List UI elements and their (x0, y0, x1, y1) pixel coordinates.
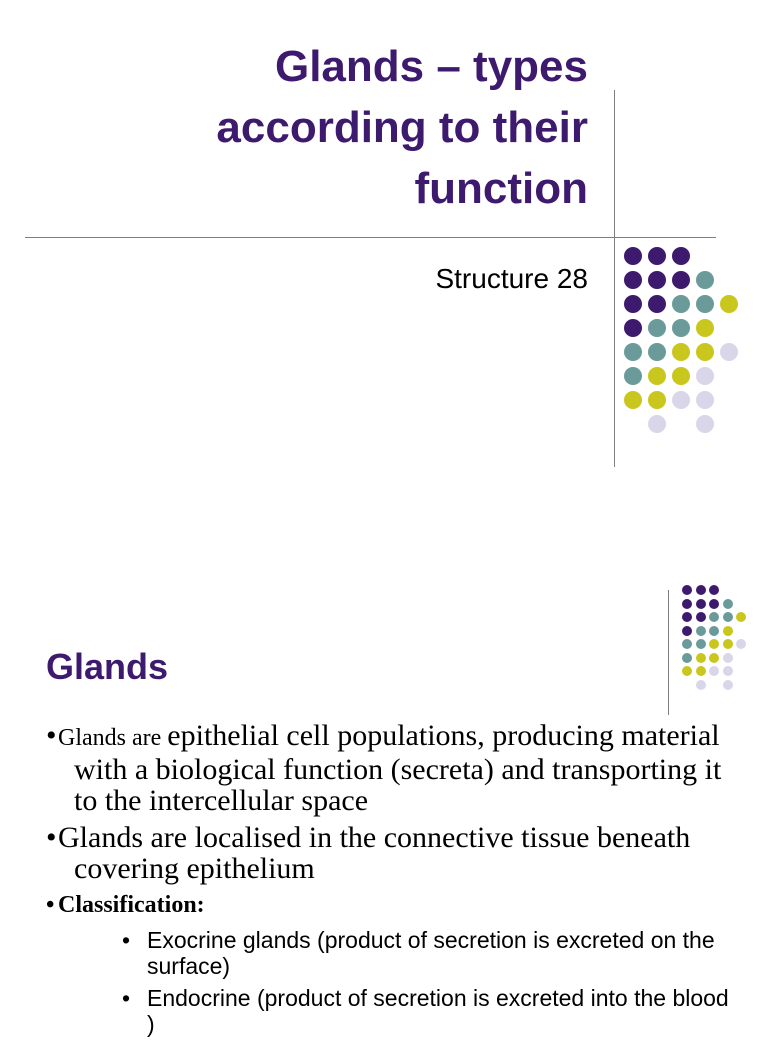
dot-purple (682, 585, 692, 595)
dot-lavender (723, 653, 733, 663)
dot-yellow (682, 666, 692, 676)
dot-purple (624, 319, 642, 337)
bullet-text: epithelial cell populations, producing material with a biological function (secreta) and transporting it to the intercellular space (74, 719, 722, 817)
dot-purple (696, 599, 706, 609)
dot-purple (648, 247, 666, 265)
dot-yellow (696, 653, 706, 663)
slide-title (68, 36, 588, 219)
dot-teal (696, 295, 714, 313)
dot-purple (696, 585, 706, 595)
dot-purple (682, 612, 692, 622)
dot-purple (709, 585, 719, 595)
dot-teal (672, 319, 690, 337)
dot-teal (624, 367, 642, 385)
dot-yellow (648, 391, 666, 409)
dot-yellow (696, 319, 714, 337)
dot-purple (624, 271, 642, 289)
dot-teal (682, 653, 692, 663)
dot-purple (672, 271, 690, 289)
dot-yellow (723, 639, 733, 649)
dot-teal (682, 639, 692, 649)
dot-purple (648, 271, 666, 289)
bullet-marker: • (46, 719, 57, 752)
dot-lavender (648, 415, 666, 433)
decorative-dot-grid-small (682, 585, 752, 700)
dot-purple (624, 247, 642, 265)
horizontal-divider (25, 237, 716, 238)
dot-yellow (624, 391, 642, 409)
dot-lavender (720, 343, 738, 361)
dot-yellow (709, 639, 719, 649)
classification-label: Classification: (58, 892, 205, 918)
bullet-marker: • (46, 892, 55, 918)
dot-purple (624, 295, 642, 313)
dot-yellow (736, 612, 746, 622)
bullet-item (46, 720, 736, 816)
decorative-dot-grid (624, 247, 744, 447)
dot-teal (709, 626, 719, 636)
slide-title-line: according to their (216, 103, 588, 152)
dot-lavender (696, 367, 714, 385)
bullet-marker: • (122, 927, 131, 953)
dot-teal (696, 626, 706, 636)
dot-teal (696, 271, 714, 289)
dot-teal (709, 612, 719, 622)
dot-purple (696, 612, 706, 622)
dot-lavender (672, 391, 690, 409)
bullet-lead: Glands are (58, 725, 168, 751)
slide-title-line: Glands – types (274, 42, 588, 91)
dot-yellow (648, 367, 666, 385)
dot-lavender (723, 680, 733, 690)
bullet-marker: • (122, 985, 131, 1011)
dot-purple (648, 295, 666, 313)
dot-teal (723, 599, 733, 609)
slide-gap (0, 480, 768, 560)
dot-lavender (723, 666, 733, 676)
classification-heading (46, 890, 736, 921)
vertical-divider (668, 590, 669, 715)
dot-yellow (720, 295, 738, 313)
dot-purple (682, 599, 692, 609)
dot-teal (723, 612, 733, 622)
sub-bullet-item (122, 927, 736, 979)
dot-lavender (696, 415, 714, 433)
dot-lavender (736, 639, 746, 649)
dot-yellow (696, 666, 706, 676)
slide-title-line: function (414, 164, 588, 213)
dot-purple (682, 626, 692, 636)
dot-purple (709, 599, 719, 609)
sub-bullet-text: Endocrine (product of secretion is excreted into the blood ) (147, 985, 729, 1037)
dot-lavender (696, 680, 706, 690)
slide-1 (0, 0, 768, 480)
dot-teal (672, 295, 690, 313)
dot-yellow (709, 653, 719, 663)
bullet-text: Glands are localised in the connective tissue beneath covering epithelium (58, 821, 691, 885)
dot-lavender (696, 391, 714, 409)
slide-body (46, 720, 736, 1043)
dot-teal (696, 639, 706, 649)
dot-teal (624, 343, 642, 361)
dot-teal (648, 319, 666, 337)
sub-bullet-item (122, 985, 736, 1037)
dot-yellow (672, 343, 690, 361)
dot-teal (648, 343, 666, 361)
dot-yellow (672, 367, 690, 385)
slide-title: Glands (46, 646, 169, 687)
sub-bullet-text: Exocrine glands (product of secretion is excreted on the surface) (147, 927, 715, 979)
bullet-marker: • (46, 821, 57, 854)
bullet-item (46, 822, 736, 884)
dot-yellow (723, 626, 733, 636)
dot-yellow (696, 343, 714, 361)
dot-lavender (709, 666, 719, 676)
dot-purple (672, 247, 690, 265)
vertical-divider (614, 90, 615, 467)
slide-subtitle: Structure 28 (435, 263, 588, 294)
